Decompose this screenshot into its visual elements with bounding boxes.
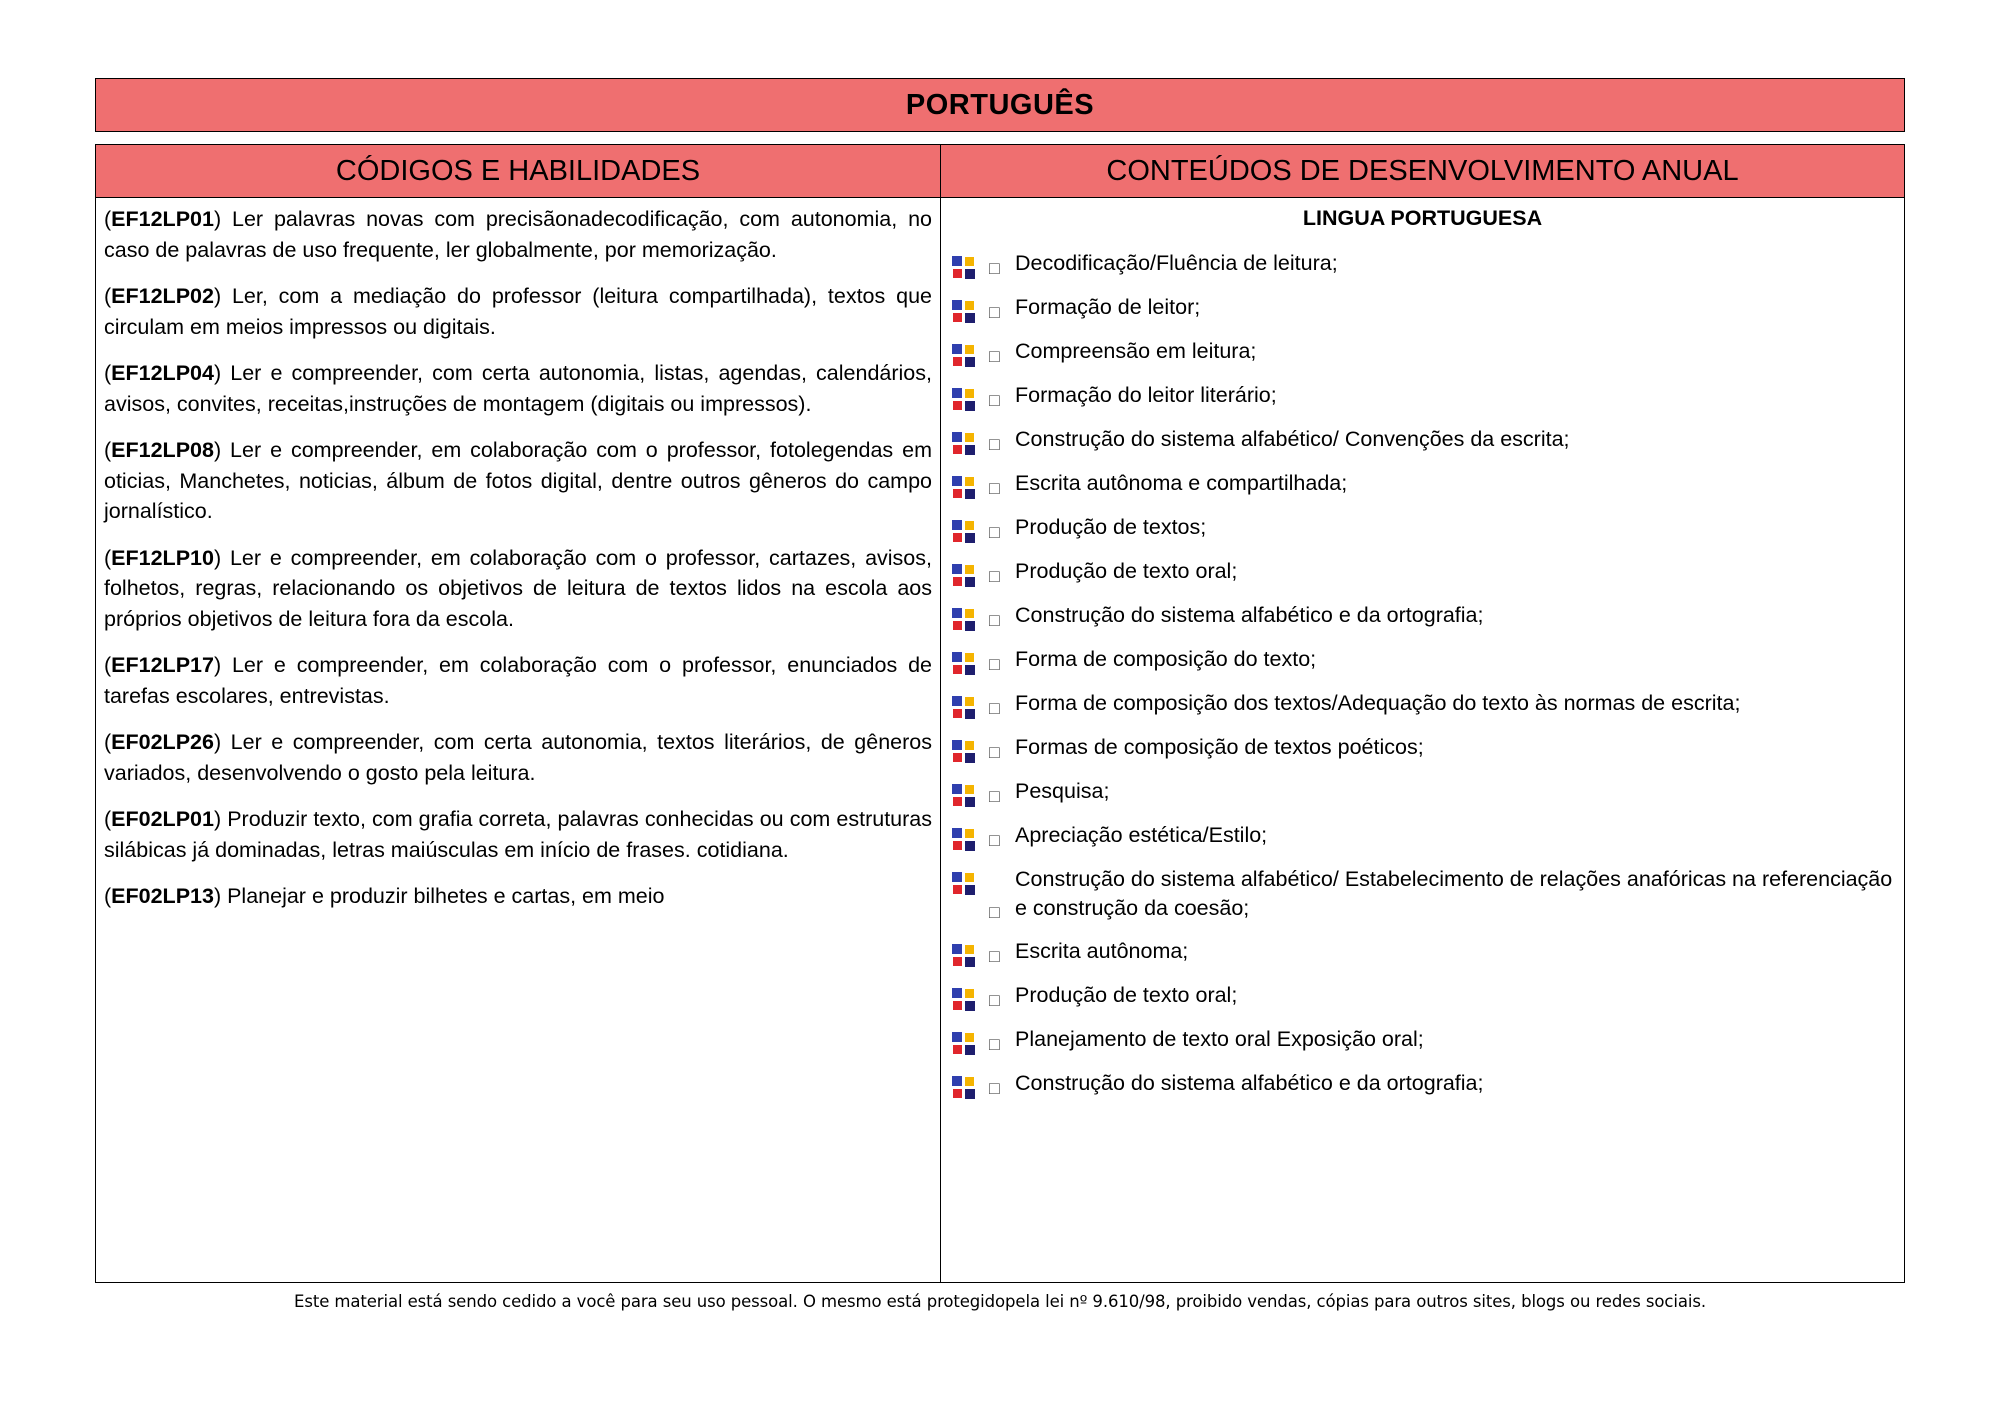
copyright-footer: Este material está sendo cedido a você para seu uso pessoal. O mesmo está protegidopela lei nº 9.610/98, proibido vendas, cópias para outros sites, blogs ou redes sociais. [294,1292,1706,1311]
four-squares-bullet-icon [951,519,977,545]
habilidade-item: (EF12LP01) Ler palavras novas com precisãonadecodificação, com autonomia, no caso de palavras de uso frequente, ler globalmente, por memorização. [104,207,932,262]
four-squares-bullet-icon [951,783,977,809]
four-squares-bullet-icon [951,563,977,589]
four-squares-bullet-icon [951,475,977,501]
empty-box-icon: □ [989,786,1000,806]
list-item [951,1025,1894,1057]
four-squares-bullet-icon [951,739,977,765]
habilidade-text: ) Ler e compreender, com certa autonomia, textos literários, de gêneros variados, desenvolvendo o gosto pela leitura. [104,730,932,785]
four-squares-bullet-icon [951,871,977,897]
four-squares-bullet-icon [951,651,977,677]
four-squares-bullet-icon [951,1075,977,1101]
habilidade-item: (EF12LP08) Ler e compreender, em colaboração com o professor, fotolegendas em oticias, Manchetes, noticias, álbum de fotos digital, dentre outros gêneros do campo jornalístico. [104,438,932,524]
list-item [951,381,1894,413]
habilidade-text: ) Ler e compreender, em colaboração com o professor, enunciados de tarefas escolares, entrevistas. [104,653,932,708]
title-spacer [95,132,1905,144]
habilidade-text: ) Produzir texto, com grafia correta, palavras conhecidas ou com estruturas silábicas já dominadas, letras maiúsculas em início de frases. cotidiana. [104,807,932,862]
list-item [951,601,1894,633]
list-item [951,513,1894,545]
empty-box-icon: □ [989,522,1000,542]
list-item [951,733,1894,765]
list-item-label: Formação de leitor; [1015,295,1201,319]
four-squares-bullet-icon [951,255,977,281]
four-squares-bullet-icon [951,827,977,853]
empty-box-icon: □ [989,478,1000,498]
list-item [951,1069,1894,1101]
list-item-label: Produção de textos; [1015,515,1207,539]
habilidade-item: (EF02LP26) Ler e compreender, com certa autonomia, textos literários, de gêneros variados, desenvolvendo o gosto pela leitura. [104,730,932,785]
list-item [951,821,1894,853]
list-item-label: Compreensão em leitura; [1015,339,1257,363]
habilidade-text: ) Planejar e produzir bilhetes e cartas, em meio [213,884,665,909]
habilidade-code: EF12LP08 [111,438,214,463]
four-squares-bullet-icon [951,607,977,633]
table-body-row [95,197,1905,1283]
empty-box-icon: □ [989,902,1000,923]
list-item-label: Produção de texto oral; [1015,559,1238,583]
list-item [951,469,1894,501]
list-item [951,557,1894,589]
list-item [951,249,1894,281]
four-squares-bullet-icon [951,987,977,1013]
habilidade-text: ) Ler e compreender, com certa autonomia, listas, agendas, calendários, avisos, convites, receitas,instruções de montagem (digitais ou impressos). [104,361,932,416]
list-item [951,337,1894,369]
empty-box-icon: □ [989,566,1000,586]
list-item-label: Construção do sistema alfabético e da ortografia; [1015,1071,1484,1096]
habilidade-text: ) Ler, com a mediação do professor (leitura compartilhada), textos que circulam em meios impressos ou digitais. [104,284,932,339]
table-header-row [95,144,1905,197]
four-squares-bullet-icon [951,695,977,721]
empty-box-icon: □ [989,1078,1000,1099]
habilidade-code: EF02LP13 [111,884,214,909]
four-squares-bullet-icon [951,387,977,413]
habilidade-item: (EF02LP01) Produzir texto, com grafia correta, palavras conhecidas ou com estruturas silábicas já dominadas, letras maiúsculas em início de frases. cotidiana. [104,807,932,862]
habilidade-text: ) Ler e compreender, em colaboração com o professor, cartazes, avisos, folhetos, regras, relacionando os objetivos de leitura de textos lidos na escola aos próprios objetivos de leitura fora da escola. [104,545,932,631]
list-item [951,777,1894,809]
habilidade-text: ) Ler palavras novas com precisãonadecodificação, com autonomia, no caso de palavras de uso frequente, ler globalmente, por memorização. [104,207,932,262]
four-squares-bullet-icon [951,431,977,457]
habilidade-code: EF12LP10 [111,545,214,570]
empty-box-icon: □ [989,302,1000,322]
empty-box-icon: □ [989,258,1000,278]
habilidade-code: EF12LP04 [111,361,214,386]
empty-box-icon: □ [989,434,1000,454]
column-header-conteudos: CONTEÚDOS DE DESENVOLVIMENTO ANUAL [1106,154,1739,187]
habilidade-text: ) Ler e compreender, em colaboração com o professor, fotolegendas em oticias, Manchetes, noticias, álbum de fotos digital, dentre outros gêneros do campo jornalístico. [104,438,932,524]
list-item [951,865,1894,925]
habilidade-code: EF02LP01 [111,807,214,832]
column-conteudos-desenvolvimento [941,198,1904,1282]
list-item-label: Formas de composição de textos poéticos; [1015,735,1424,759]
list-item-label: Produção de texto oral; [1015,983,1238,1008]
list-item-label: Apreciação estética/Estilo; [1015,823,1268,847]
empty-box-icon: □ [989,698,1000,718]
habilidade-code: EF12LP01 [111,207,214,231]
list-item-label: Escrita autônoma; [1015,939,1189,964]
list-item-label: Planejamento de texto oral Exposição oral; [1015,1027,1424,1052]
empty-box-icon: □ [989,742,1000,762]
list-item [951,937,1894,969]
four-squares-bullet-icon [951,299,977,325]
list-item-label: Pesquisa; [1015,779,1110,803]
empty-box-icon: □ [989,830,1000,850]
four-squares-bullet-icon [951,943,977,969]
empty-box-icon: □ [989,390,1000,410]
list-item-label: Construção do sistema alfabético/ Convenções da escrita; [1015,427,1570,451]
list-item-label: Construção do sistema alfabético/ Estabelecimento de relações anafóricas na referenciação e construção da coesão; [1015,867,1893,921]
empty-box-icon: □ [989,346,1000,366]
habilidade-item: (EF12LP04) Ler e compreender, com certa autonomia, listas, agendas, calendários, avisos, convites, receitas,instruções de montagem (digitais ou impressos). [104,361,932,416]
four-squares-bullet-icon [951,1031,977,1057]
list-item-label: Decodificação/Fluência de leitura; [1015,251,1338,275]
habilidade-item: (EF02LP13) Planejar e produzir bilhetes e cartas, em meio [104,884,665,909]
habilidade-item: (EF12LP10) Ler e compreender, em colaboração com o professor, cartazes, avisos, folhetos, regras, relacionando os objetivos de leitura de textos lidos na escola aos próprios objetivos de leitura fora da escola. [104,545,932,631]
list-item-label: Formação do leitor literário; [1015,383,1277,407]
empty-box-icon: □ [989,654,1000,674]
page-title: PORTUGUÊS [905,88,1095,121]
habilidade-code: EF12LP02 [111,284,214,309]
list-item [951,645,1894,677]
four-squares-bullet-icon [951,343,977,369]
habilidade-code: EF02LP26 [111,730,214,755]
empty-box-icon: □ [989,990,1000,1011]
list-item-label: Forma de composição do texto; [1015,647,1317,671]
habilidade-item: (EF12LP02) Ler, com a mediação do professor (leitura compartilhada), textos que circulam em meios impressos ou digitais. [104,284,932,339]
list-item [951,293,1894,325]
column-codigos-habilidades [96,198,941,1282]
list-item-label: Forma de composição dos textos/Adequação do texto às normas de escrita; [1015,691,1741,715]
empty-box-icon: □ [989,610,1000,630]
habilidade-item: (EF12LP17) Ler e compreender, em colaboração com o professor, enunciados de tarefas escolares, entrevistas. [104,653,932,708]
empty-box-icon: □ [989,1034,1000,1055]
list-item [951,981,1894,1013]
list-item [951,425,1894,457]
empty-box-icon: □ [989,946,1000,967]
list-item-label: Construção do sistema alfabético e da ortografia; [1015,603,1484,627]
document-title-bar [95,78,1905,132]
habilidade-code: EF12LP17 [111,653,214,678]
conteudos-subtitle: LINGUA PORTUGUESA [1302,206,1543,230]
column-header-codigos: CÓDIGOS E HABILIDADES [96,145,941,197]
list-item [951,689,1894,721]
list-item-label: Escrita autônoma e compartilhada; [1015,471,1348,495]
